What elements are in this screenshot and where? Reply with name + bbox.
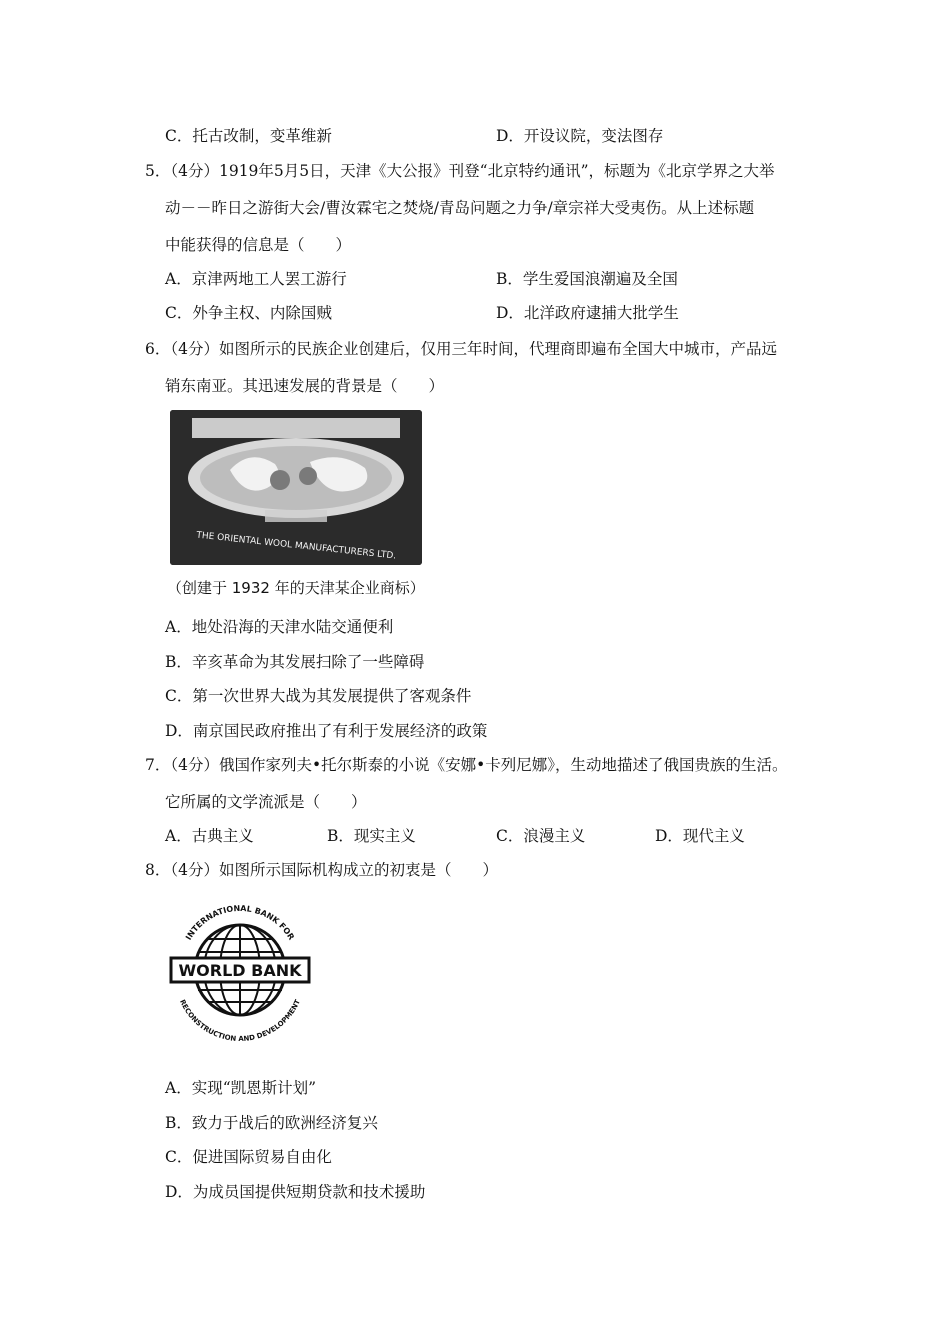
- q6-option-b: B．辛亥革命为其发展扫除了一些障碍: [165, 653, 425, 671]
- q5-option-d: D．北洋政府逮捕大批学生: [496, 304, 679, 322]
- logo-main-text: WORLD BANK: [178, 961, 302, 980]
- q7-option-c: C．浪漫主义: [496, 827, 586, 845]
- q6-stem-line1: 6．（4分）如图所示的民族企业创建后，仅用三年时间，代理商即遍布全国大中城市，产品远: [145, 340, 777, 358]
- q7-stem-line1: 7．（4分）俄国作家列夫•托尔斯泰的小说《安娜•卡列尼娜》，生动地描述了俄国贵族的生活。: [145, 756, 788, 774]
- q4-option-c: C．托古改制，变革维新: [165, 127, 332, 145]
- trademark-image: [170, 410, 422, 565]
- trademark-caption: （创建于 1932 年的天津某企业商标）: [167, 579, 425, 597]
- q8-option-b: B．致力于战后的欧洲经济复兴: [165, 1114, 378, 1132]
- q8-option-d: D．为成员国提供短期贷款和技术援助: [165, 1183, 426, 1201]
- q5-option-b: B．学生爱国浪潮遍及全国: [496, 270, 678, 288]
- q8-option-a: A．实现“凯恩斯计划”: [165, 1079, 317, 1097]
- q5-stem-line3: 中能获得的信息是（ ）: [165, 236, 352, 254]
- q5-option-c: C．外争主权、内除国贼: [165, 304, 332, 322]
- logo-top-arc-text: INTERNATIONAL BANK FOR: [183, 903, 296, 942]
- q7-option-b: B．现实主义: [327, 827, 416, 845]
- trademark-illustration: [170, 410, 422, 565]
- logo-bottom-arc-text: RECONSTRUCTION AND DEVELOPMENT: [178, 998, 302, 1042]
- q7-option-a: A．古典主义: [165, 827, 254, 845]
- q5-stem-line1: 5．（4分）1919年5月5日，天津《大公报》刊登“北京特约通讯”，标题为《北京学界之大举: [145, 162, 775, 180]
- trademark-english-text: THE ORIENTAL WOOL MANUFACTURERS LTD.: [195, 530, 397, 562]
- q8-stem-line1: 8．（4分）如图所示国际机构成立的初衷是（ ）: [145, 861, 498, 879]
- world-bank-emblem: [165, 894, 315, 1042]
- q6-option-c: C．第一次世界大战为其发展提供了客观条件: [165, 687, 472, 705]
- q8-option-c: C．促进国际贸易自由化: [165, 1148, 332, 1166]
- q7-stem-line2: 它所属的文学流派是（ ）: [165, 793, 367, 811]
- q4-option-d: D．开设议院，变法图存: [496, 127, 664, 145]
- q6-option-d: D．南京国民政府推出了有利于发展经济的政策: [165, 722, 488, 740]
- q5-stem-line2: 动－－昨日之游街大会/曹汝霖宅之焚烧/青岛问题之力争/章宗祥大受夷伤。从上述标题: [165, 199, 755, 217]
- q7-option-d: D．现代主义: [655, 827, 745, 845]
- q6-option-a: A．地处沿海的天津水陆交通便利: [165, 618, 394, 636]
- q6-stem-line2: 销东南亚。其迅速发展的背景是（ ）: [165, 377, 445, 395]
- q5-option-a: A．京津两地工人罢工游行: [165, 270, 347, 288]
- world-bank-logo: [165, 894, 315, 1042]
